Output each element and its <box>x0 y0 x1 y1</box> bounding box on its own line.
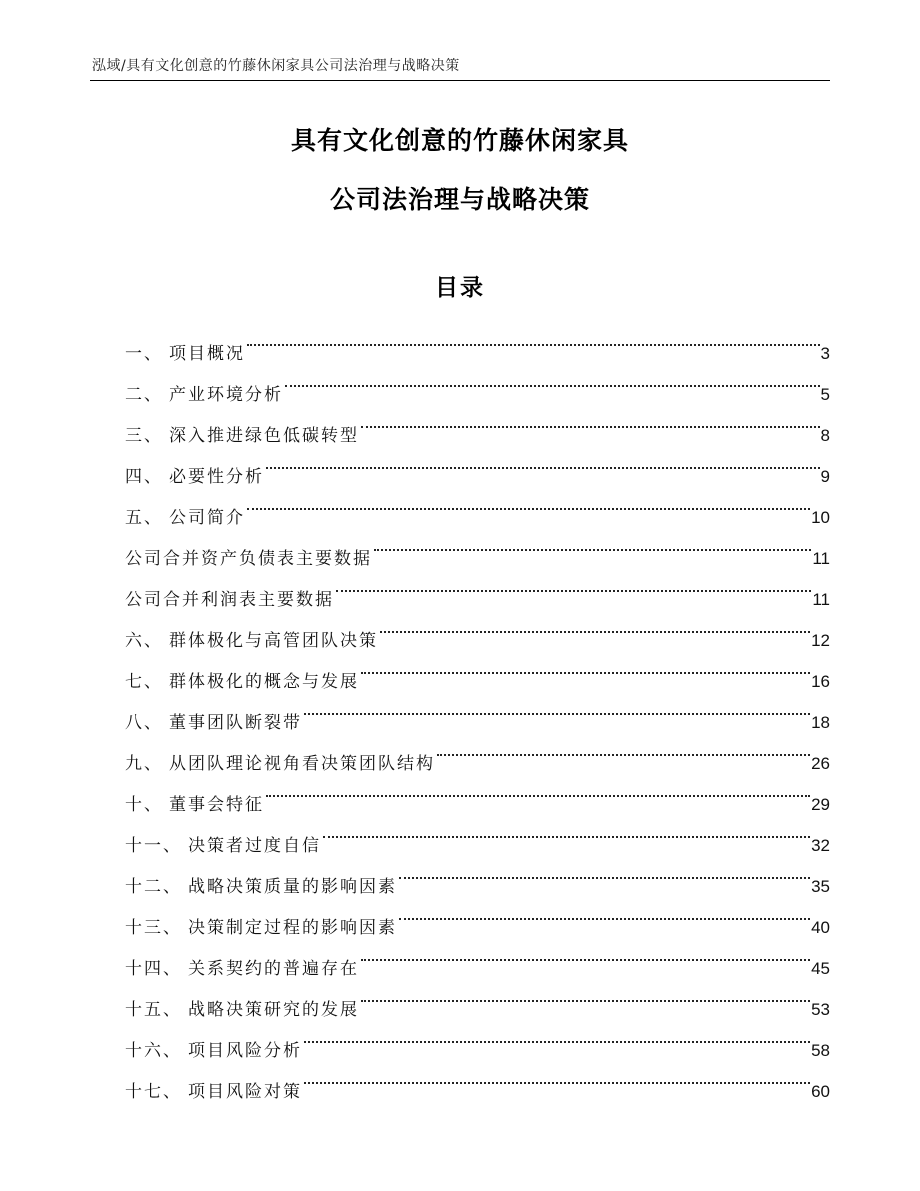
document-title-line-2: 公司法治理与战略决策 <box>329 185 590 214</box>
toc-dot-leader <box>336 564 811 605</box>
toc-dot-leader <box>304 1056 810 1097</box>
toc-entry-page: 3 <box>820 344 830 363</box>
toc-entry-number: 五、 <box>125 508 163 528</box>
toc-dot-leader <box>304 1015 810 1056</box>
table-of-contents <box>125 318 830 1102</box>
toc-entry-number: 十四、 <box>125 959 182 979</box>
toc-entry-page: 11 <box>812 590 830 609</box>
toc-dot-leader <box>380 605 810 646</box>
toc-dot-leader <box>361 646 810 687</box>
toc-dot-leader <box>437 728 810 769</box>
toc-entry-page: 12 <box>811 631 830 650</box>
running-header: 泓域/具有文化创意的竹藤休闲家具公司法治理与战略决策 <box>92 58 460 74</box>
toc-entry-title: 关系契约的普遍存在 <box>188 959 359 979</box>
toc-entry-title: 战略决策质量的影响因素 <box>188 877 397 897</box>
toc-entry-title: 董事会特征 <box>169 795 264 815</box>
toc-entry-title: 项目概况 <box>169 344 245 364</box>
toc-entry-page: 8 <box>820 426 830 445</box>
toc-entry-number: 一、 <box>125 344 163 364</box>
toc-entry-page: 9 <box>820 467 830 486</box>
toc-entry-number: 四、 <box>125 467 163 487</box>
toc-entry-page: 35 <box>811 877 830 896</box>
toc-dot-leader <box>285 359 820 400</box>
toc-entry-title: 决策制定过程的影响因素 <box>188 918 397 938</box>
toc-dot-leader <box>323 810 810 851</box>
toc-entry-page: 26 <box>811 754 830 773</box>
toc-entry-number: 七、 <box>125 672 163 692</box>
toc-entry-number: 六、 <box>125 631 163 651</box>
toc-entry-page: 29 <box>811 795 830 814</box>
toc-entry-number: 十三、 <box>125 918 182 938</box>
toc-entry-title: 群体极化与高管团队决策 <box>169 631 378 651</box>
toc-dot-leader <box>266 769 810 810</box>
toc-entry-page: 32 <box>811 836 830 855</box>
toc-entry-number: 八、 <box>125 713 163 733</box>
toc-entry-page: 45 <box>811 959 830 978</box>
toc-entry-number: 十一、 <box>125 836 182 856</box>
toc-entry-title: 从团队理论视角看决策团队结构 <box>169 754 435 774</box>
toc-dot-leader <box>361 400 820 441</box>
toc-entry-title: 产业环境分析 <box>169 385 283 405</box>
toc-dot-leader <box>247 482 810 523</box>
toc-entry-title: 公司合并利润表主要数据 <box>125 590 334 610</box>
toc-entry-number: 十二、 <box>125 877 182 897</box>
toc-entry-number: 二、 <box>125 385 163 405</box>
toc-entry-title: 董事团队断裂带 <box>169 713 302 733</box>
toc-entry-title: 群体极化的概念与发展 <box>169 672 359 692</box>
toc-entry[interactable] <box>125 318 830 364</box>
header-rule <box>90 80 830 81</box>
toc-entry-page: 10 <box>811 508 830 527</box>
toc-dot-leader <box>247 318 820 359</box>
toc-entry-title: 必要性分析 <box>169 467 264 487</box>
toc-entry-number: 九、 <box>125 754 163 774</box>
toc-entry-page: 11 <box>812 549 830 568</box>
toc-entry-page: 53 <box>811 1000 830 1019</box>
toc-entry-number: 十五、 <box>125 1000 182 1020</box>
toc-entry-number: 十六、 <box>125 1041 182 1061</box>
toc-dot-leader <box>361 933 810 974</box>
toc-entry-title: 项目风险分析 <box>188 1041 302 1061</box>
toc-entry-number: 十七、 <box>125 1082 182 1102</box>
toc-entry-page: 16 <box>811 672 830 691</box>
toc-entry-page: 5 <box>820 385 830 404</box>
document-title-line-1: 具有文化创意的竹藤休闲家具 <box>290 126 629 155</box>
toc-entry-page: 60 <box>811 1082 830 1101</box>
toc-entry-page: 18 <box>811 713 830 732</box>
toc-entry-title: 深入推进绿色低碳转型 <box>169 426 359 446</box>
toc-dot-leader <box>399 851 810 892</box>
toc-dot-leader <box>361 974 810 1015</box>
toc-entry-page: 58 <box>811 1041 830 1060</box>
toc-entry-title: 战略决策研究的发展 <box>188 1000 359 1020</box>
toc-entry-page: 40 <box>811 918 830 937</box>
toc-dot-leader <box>374 523 811 564</box>
toc-entry-title: 公司合并资产负债表主要数据 <box>125 549 372 569</box>
toc-dot-leader <box>399 892 810 933</box>
toc-entry-number: 三、 <box>125 426 163 446</box>
toc-entry-title: 决策者过度自信 <box>188 836 321 856</box>
toc-entry-number: 十、 <box>125 795 163 815</box>
toc-dot-leader <box>266 441 820 482</box>
toc-entry-title: 公司简介 <box>169 508 245 528</box>
toc-dot-leader <box>304 687 810 728</box>
toc-heading: 目录 <box>435 275 485 301</box>
toc-entry-title: 项目风险对策 <box>188 1082 302 1102</box>
